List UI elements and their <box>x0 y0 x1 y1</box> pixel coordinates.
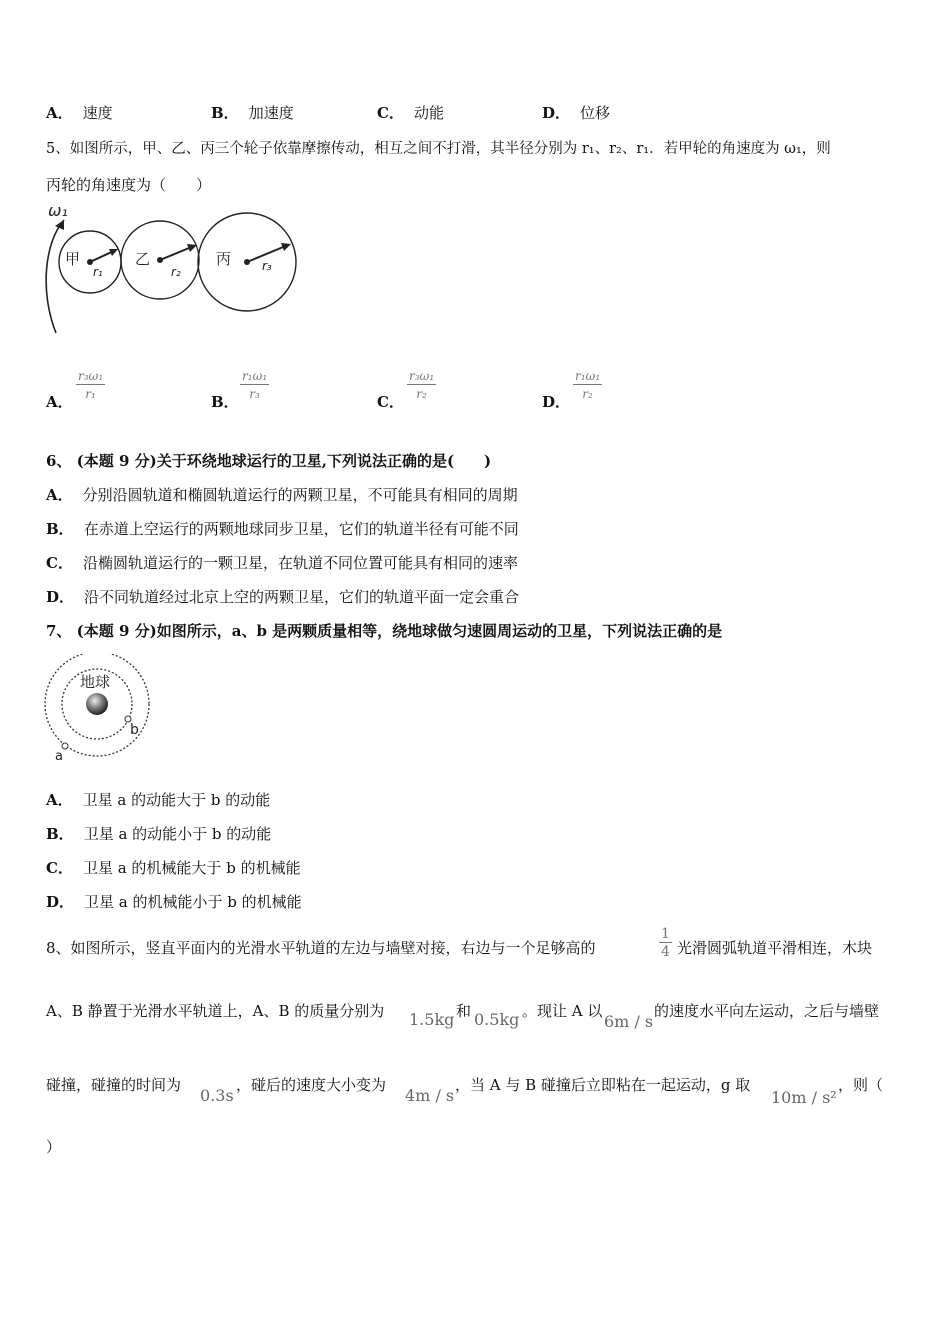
q6-option-a: A． 分别沿圆轨道和椭圆轨道运行的两颗卫星，不可能具有相同的周期 <box>46 486 518 504</box>
q8-velocity-after: 4m / s <box>405 1086 455 1105</box>
q8-gravity: 10m / s² <box>771 1088 837 1107</box>
rotation-arrow-icon <box>46 220 64 333</box>
q8-line2-part1: A、B 静置于光滑水平轨道上，A、B 的质量分别为 <box>46 1002 385 1020</box>
q8-line4: ） <box>46 1138 62 1156</box>
earth-icon <box>86 693 108 715</box>
q6-option-c: C． 沿椭圆轨道运行的一颗卫星，在轨道不同位置可能具有相同的速率 <box>46 554 518 572</box>
q5-stem-line1: 5、如图所示，甲、乙、丙三个轮子依靠摩擦传动，相互之间不打滑，其半径分别为 r₁、r₂、r₁．若甲轮的角速度为 ω₁，则 <box>46 141 831 157</box>
q8-mass-a: 1.5kg <box>409 1010 455 1029</box>
q5-option-d-fraction: $\frac{\text{r₁ω₁}}{\text{r₂}}$ <box>575 369 601 401</box>
q5-option-a-letter: A． <box>46 393 73 411</box>
q4-option-b: B． 加速度 <box>211 104 294 122</box>
q8-line1-part1: 8、如图所示，竖直平面内的光滑水平轨道的左边与墙壁对接，右边与一个足够高的 <box>46 939 596 957</box>
q5-option-c-letter: C． <box>377 393 404 411</box>
satellite-a-label: a <box>55 749 63 764</box>
q8-line2-part3: 。现让 A 以 <box>522 1002 603 1020</box>
q7-option-d: D． 卫星 a 的机械能小于 b 的机械能 <box>46 893 302 911</box>
q7-option-b: B． 卫星 a 的动能小于 b 的动能 <box>46 825 272 843</box>
q5-option-c-fraction: $\frac{\text{r₃ω₁}}{\text{r₂}}$ <box>409 369 435 401</box>
q4-option-a: A． 速度 <box>46 104 113 122</box>
wheel-jia-radius: r₁ <box>93 265 103 279</box>
q5-stem-line2: 丙轮的角速度为（ ） <box>46 176 212 194</box>
q8-velocity-a: 6m / s <box>604 1012 654 1031</box>
q8-line2-part4: 的速度水平向左运动，之后与墙壁 <box>654 1002 880 1020</box>
q8-line3-part2: ，碰后的速度大小变为 <box>236 1076 387 1094</box>
q8-quarter-fraction: $\frac{1}{4}$ <box>661 926 670 960</box>
earth-label: 地球 <box>80 673 111 691</box>
q6-option-d: D． 沿不同轨道经过北京上空的两颗卫星，它们的轨道平面一定会重合 <box>46 588 520 606</box>
wheel-bing-name: 丙 <box>216 250 232 268</box>
q6-option-b: B． 在赤道上空运行的两颗地球同步卫星，它们的轨道半径有可能不同 <box>46 520 519 538</box>
q5-wheels-figure <box>40 198 310 338</box>
q8-line3-part1: 碰撞，碰撞的时间为 <box>46 1076 182 1094</box>
wheel-jia-name: 甲 <box>65 250 81 268</box>
q8-line3-part4: ，则（ <box>838 1076 884 1094</box>
q7-orbit-figure <box>40 654 160 766</box>
q4-option-c: C． 动能 <box>377 104 444 122</box>
q7-stem: 7、 (本题 9 分)如图所示，a、b 是两颗质量相等，绕地球做匀速圆周运动的卫星，下列说法正确的是 <box>46 622 723 640</box>
wheel-yi-radius: r₂ <box>171 265 181 279</box>
q7-option-a: A． 卫星 a 的动能大于 b 的动能 <box>46 791 271 809</box>
q5-option-d-letter: D． <box>542 393 571 411</box>
q8-line2-and: 和 <box>456 1002 472 1020</box>
q8-line3-part3: ，当 A 与 B 碰撞后立即粘在一起运动，g 取 <box>455 1076 751 1094</box>
q8-line1-part2: 光滑圆弧轨道平滑相连，木块 <box>677 939 873 957</box>
wheel-yi-name: 乙 <box>135 250 151 268</box>
satellite-b-label: b <box>130 722 139 738</box>
q5-option-b-fraction: $\frac{\text{r₁ω₁}}{\text{r₃}}$ <box>242 369 268 401</box>
q8-mass-b: 0.5kg <box>474 1010 520 1029</box>
q8-collision-time: 0.3s <box>200 1086 234 1105</box>
q6-stem: 6、 (本题 9 分)关于环绕地球运行的卫星,下列说法正确的是( ) <box>46 452 492 470</box>
q7-option-c: C． 卫星 a 的机械能大于 b 的机械能 <box>46 859 301 877</box>
q4-option-d: D． 位移 <box>542 104 611 122</box>
omega-label: ω₁ <box>48 201 68 220</box>
wheel-bing-radius: r₃ <box>262 259 272 273</box>
q5-option-b-letter: B． <box>211 393 239 411</box>
q5-option-a-fraction: $\frac{\text{r₃ω₁}}{\text{r₁}}$ <box>78 369 104 401</box>
